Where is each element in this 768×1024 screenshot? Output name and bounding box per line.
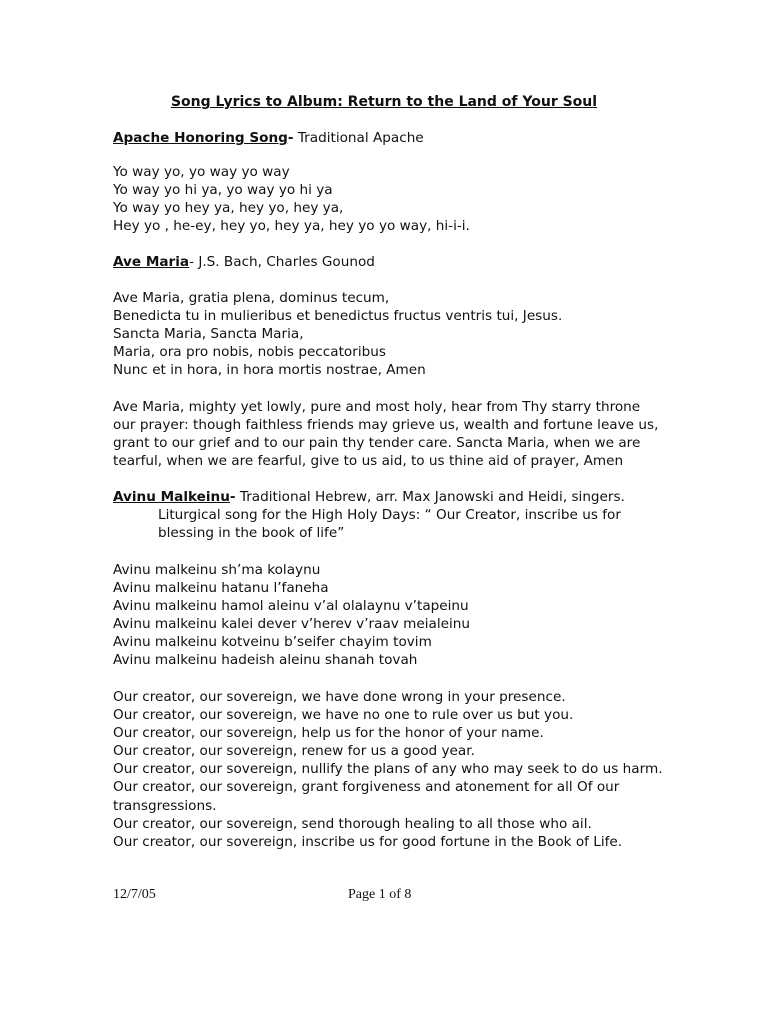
lyric-line: Avinu malkeinu hamol aleinu v’al olalaynu v’tapeinu bbox=[113, 598, 469, 615]
lyric-line: Our creator, our sovereign, we have no one to rule over us but you. bbox=[113, 707, 574, 724]
lyric-line: Yo way yo hey ya, hey yo, hey ya, bbox=[113, 200, 344, 217]
footer-date: 12/7/05 bbox=[113, 887, 156, 902]
lyrics-stanza bbox=[113, 163, 753, 235]
lyric-line: grant to our grief and to our pain thy tender care. Sancta Maria, when we are bbox=[113, 435, 641, 452]
song-heading-apache bbox=[113, 129, 753, 147]
song-heading-ave-maria bbox=[113, 253, 753, 271]
song-title-dash: - bbox=[189, 254, 194, 270]
song-title: Avinu Malkeinu bbox=[113, 489, 230, 505]
lyric-line: Avinu malkeinu hadeish aleinu shanah tovah bbox=[113, 652, 418, 669]
song-heading-avinu-malkeinu bbox=[113, 488, 753, 542]
lyrics-stanza bbox=[113, 688, 753, 851]
song-title: Ave Maria bbox=[113, 254, 190, 270]
lyric-line: Avinu malkeinu sh’ma kolaynu bbox=[113, 562, 321, 578]
lyric-line: Avinu malkeinu kotveinu b’seifer chayim tovim bbox=[113, 634, 432, 651]
lyric-line: Yo way yo hi ya, yo way yo hi ya bbox=[113, 182, 333, 199]
lyric-line: Our creator, our sovereign, nullify the plans of any who may seek to do us harm. bbox=[113, 761, 663, 778]
document-title: Song Lyrics to Album: Return to the Land of Your Soul bbox=[170, 94, 598, 110]
song-title: Apache Honoring Song bbox=[113, 130, 288, 146]
lyric-line: Our creator, our sovereign, grant forgiveness and atonement for all Of our bbox=[113, 779, 620, 796]
lyric-line: Our creator, our sovereign, inscribe us for good fortune in the Book of Life. bbox=[113, 833, 623, 850]
song-description-line: blessing in the book of life” bbox=[158, 525, 345, 542]
lyric-line: Hey yo , he-ey, hey yo, hey ya, hey yo yo way, hi-i-i. bbox=[113, 218, 470, 235]
song-title-dash: - bbox=[287, 130, 294, 146]
lyric-line: our prayer: though faithless friends may grieve us, wealth and fortune leave us, bbox=[113, 417, 659, 434]
lyric-line: Avinu malkeinu hatanu l’faneha bbox=[113, 580, 329, 597]
lyric-line: Yo way yo, yo way yo way bbox=[113, 164, 290, 180]
lyric-line: transgressions. bbox=[113, 797, 217, 814]
song-description-line: Liturgical song for the High Holy Days: “ Our Creator, inscribe us for bbox=[158, 507, 621, 524]
song-credit: J.S. Bach, Charles Gounod bbox=[194, 254, 375, 270]
lyric-line: Avinu malkeinu kalei dever v’herev v’raav meialeinu bbox=[113, 616, 471, 633]
lyric-line: Our creator, our sovereign, help us for the honor of your name. bbox=[113, 725, 544, 742]
lyric-line: Our creator, our sovereign, we have done wrong in your presence. bbox=[113, 689, 566, 705]
lyrics-stanza bbox=[113, 289, 753, 379]
song-title-dash: - bbox=[229, 489, 236, 505]
lyric-line: Ave Maria, gratia plena, dominus tecum, bbox=[113, 290, 390, 306]
footer-page-number: Page 1 of 8 bbox=[348, 887, 412, 902]
lyric-line: Our creator, our sovereign, renew for us a good year. bbox=[113, 743, 475, 760]
lyrics-stanza bbox=[113, 398, 753, 470]
lyric-line: Nunc et in hora, in hora mortis nostrae, Amen bbox=[113, 362, 426, 379]
lyric-line: Our creator, our sovereign, send thorough healing to all those who ail. bbox=[113, 815, 592, 832]
lyric-line: Benedicta tu in mulieribus et benedictus fructus ventris tui, Jesus. bbox=[113, 308, 563, 325]
lyric-line: Sancta Maria, Sancta Maria, bbox=[113, 326, 304, 343]
song-credit: Traditional Hebrew, arr. Max Janowski and Heidi, singers. bbox=[235, 489, 625, 505]
lyric-line: tearful, when we are fearful, give to us aid, to us thine aid of prayer, Amen bbox=[113, 453, 624, 470]
lyric-line: Maria, ora pro nobis, nobis peccatoribus bbox=[113, 344, 386, 361]
lyric-line: Ave Maria, mighty yet lowly, pure and most holy, hear from Thy starry throne bbox=[113, 399, 641, 415]
lyrics-stanza bbox=[113, 561, 753, 670]
song-credit: Traditional Apache bbox=[293, 130, 424, 146]
